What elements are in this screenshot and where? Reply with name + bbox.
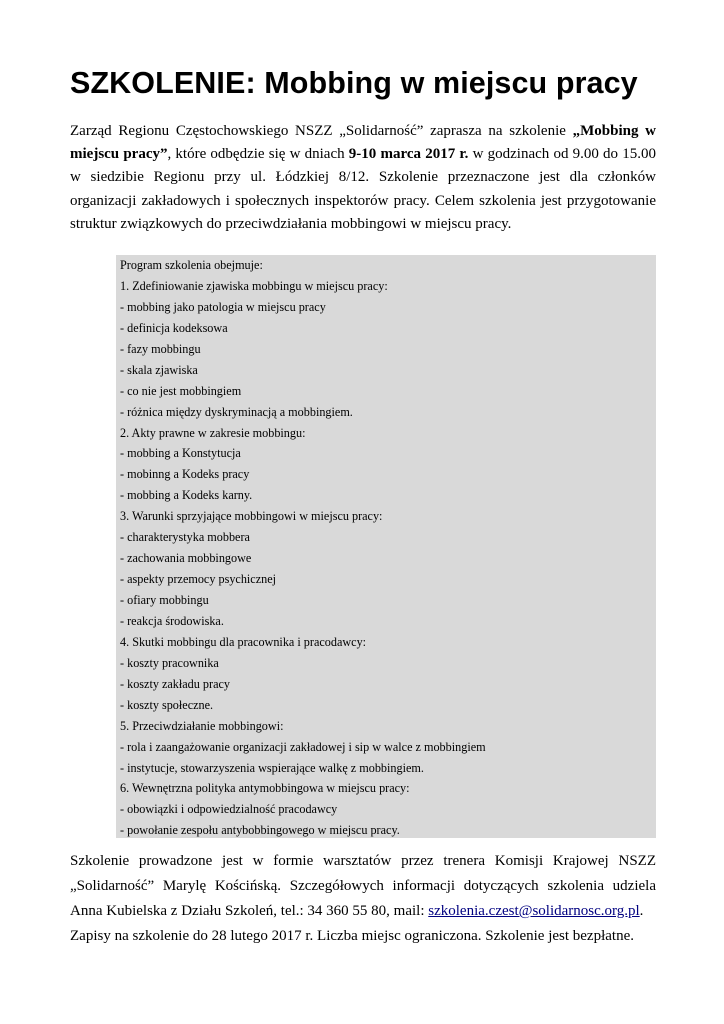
program-line: - co nie jest mobbingiem: [120, 383, 242, 398]
program-line: - koszty pracownika: [120, 655, 219, 670]
program-line: 2. Akty prawne w zakresie mobbingu:: [120, 425, 306, 440]
program-line: - różnica między dyskryminacją a mobbingiem.: [120, 404, 353, 419]
closing-text: Szkolenie prowadzone jest w formie warsztatów przez trenera Komisji Krajowej NSZZ „Solidarność” Marylę Kościńską. Szczegółowych informacji dotyczących szkolenia udziela Anna Kubielska z Działu Szkoleń, tel.: 34 360 55 80, mail:: [70, 853, 656, 919]
program-line: - mobbing a Konstytucja: [120, 446, 241, 461]
program-line: 3. Warunki sprzyjające mobbingowi w miejscu pracy:: [120, 509, 383, 524]
program-line: - reakcja środowiska.: [120, 613, 224, 628]
program-line: - zachowania mobbingowe: [120, 551, 252, 566]
program-line: - koszty społeczne.: [120, 697, 214, 712]
program-box: [116, 255, 656, 838]
program-line: - mobbing a Kodeks karny.: [120, 488, 253, 503]
program-line: - fazy mobbingu: [120, 341, 201, 356]
program-line: 5. Przeciwdziałanie mobbingowi:: [120, 718, 284, 733]
closing-paragraph: [70, 849, 656, 924]
training-dates: 9-10 marca 2017 r.: [348, 146, 469, 163]
program-line: - charakterystyka mobbera: [120, 530, 250, 545]
program-line: 4. Skutki mobbingu dla pracownika i pracodawcy:: [120, 634, 367, 649]
registration-note: Zapisy na szkolenie do 28 lutego 2017 r. Liczba miejsc ograniczona. Szkolenie jest bezpłatne.: [70, 928, 634, 944]
program-line: - ofiary mobbingu: [120, 593, 209, 607]
program-line: Program szkolenia obejmuje:: [120, 258, 263, 272]
training-name: „Mobbing w miejscu pracy”: [70, 123, 656, 163]
program-line: 6. Wewnętrzna polityka antymobbingowa w miejscu pracy:: [120, 781, 410, 796]
intro-text-1: Zarząd Regionu Częstochowskiego NSZZ „Solidarność” zaprasza na szkolenie: [70, 123, 573, 139]
program-line: - rola i zaangażowanie organizacji zakładowej i sip w walce z mobbingiem: [120, 739, 486, 754]
program-line: - instytucje, stowarzyszenia wspierające walkę z mobbingiem.: [120, 760, 424, 775]
intro-text-3: w godzinach od 9.00 do 15.00 w siedzibie Regionu przy ul. Łódzkiej 8/12. Szkolenie przeznaczone jest dla członków organizacji zakładowych i społecznych inspektorów pracy. Celem szkolenia jest przygotowanie struktur związkowych do przeciwdziałania mobbingowi w miejscu pracy.: [70, 146, 656, 232]
program-line: - mobinng a Kodeks pracy: [120, 467, 250, 482]
intro-text-2: , które odbędzie się w dniach: [167, 146, 349, 163]
program-line: - skala zjawiska: [120, 362, 198, 377]
email-link[interactable]: szkolenia.czest@solidarnosc.org.pl: [428, 903, 640, 919]
program-line: - mobbing jako patologia w miejscu pracy: [120, 299, 326, 314]
program-line: - aspekty przemocy psychicznej: [120, 572, 277, 587]
program-line: - powołanie zespołu antybobbingowego w miejscu pracy.: [120, 823, 400, 838]
program-line: - definicja kodeksowa: [120, 320, 228, 335]
intro-paragraph: [70, 120, 656, 236]
program-line: 1. Zdefiniowanie zjawiska mobbingu w miejscu pracy:: [120, 278, 388, 293]
closing-end: .: [639, 903, 644, 919]
page-title: SZKOLENIE: Mobbing w miejscu pracy: [70, 66, 638, 100]
program-line: - obowiązki i odpowiedzialność pracodawcy: [120, 802, 338, 817]
program-list: [120, 255, 656, 841]
program-line: - koszty zakładu pracy: [120, 676, 230, 691]
